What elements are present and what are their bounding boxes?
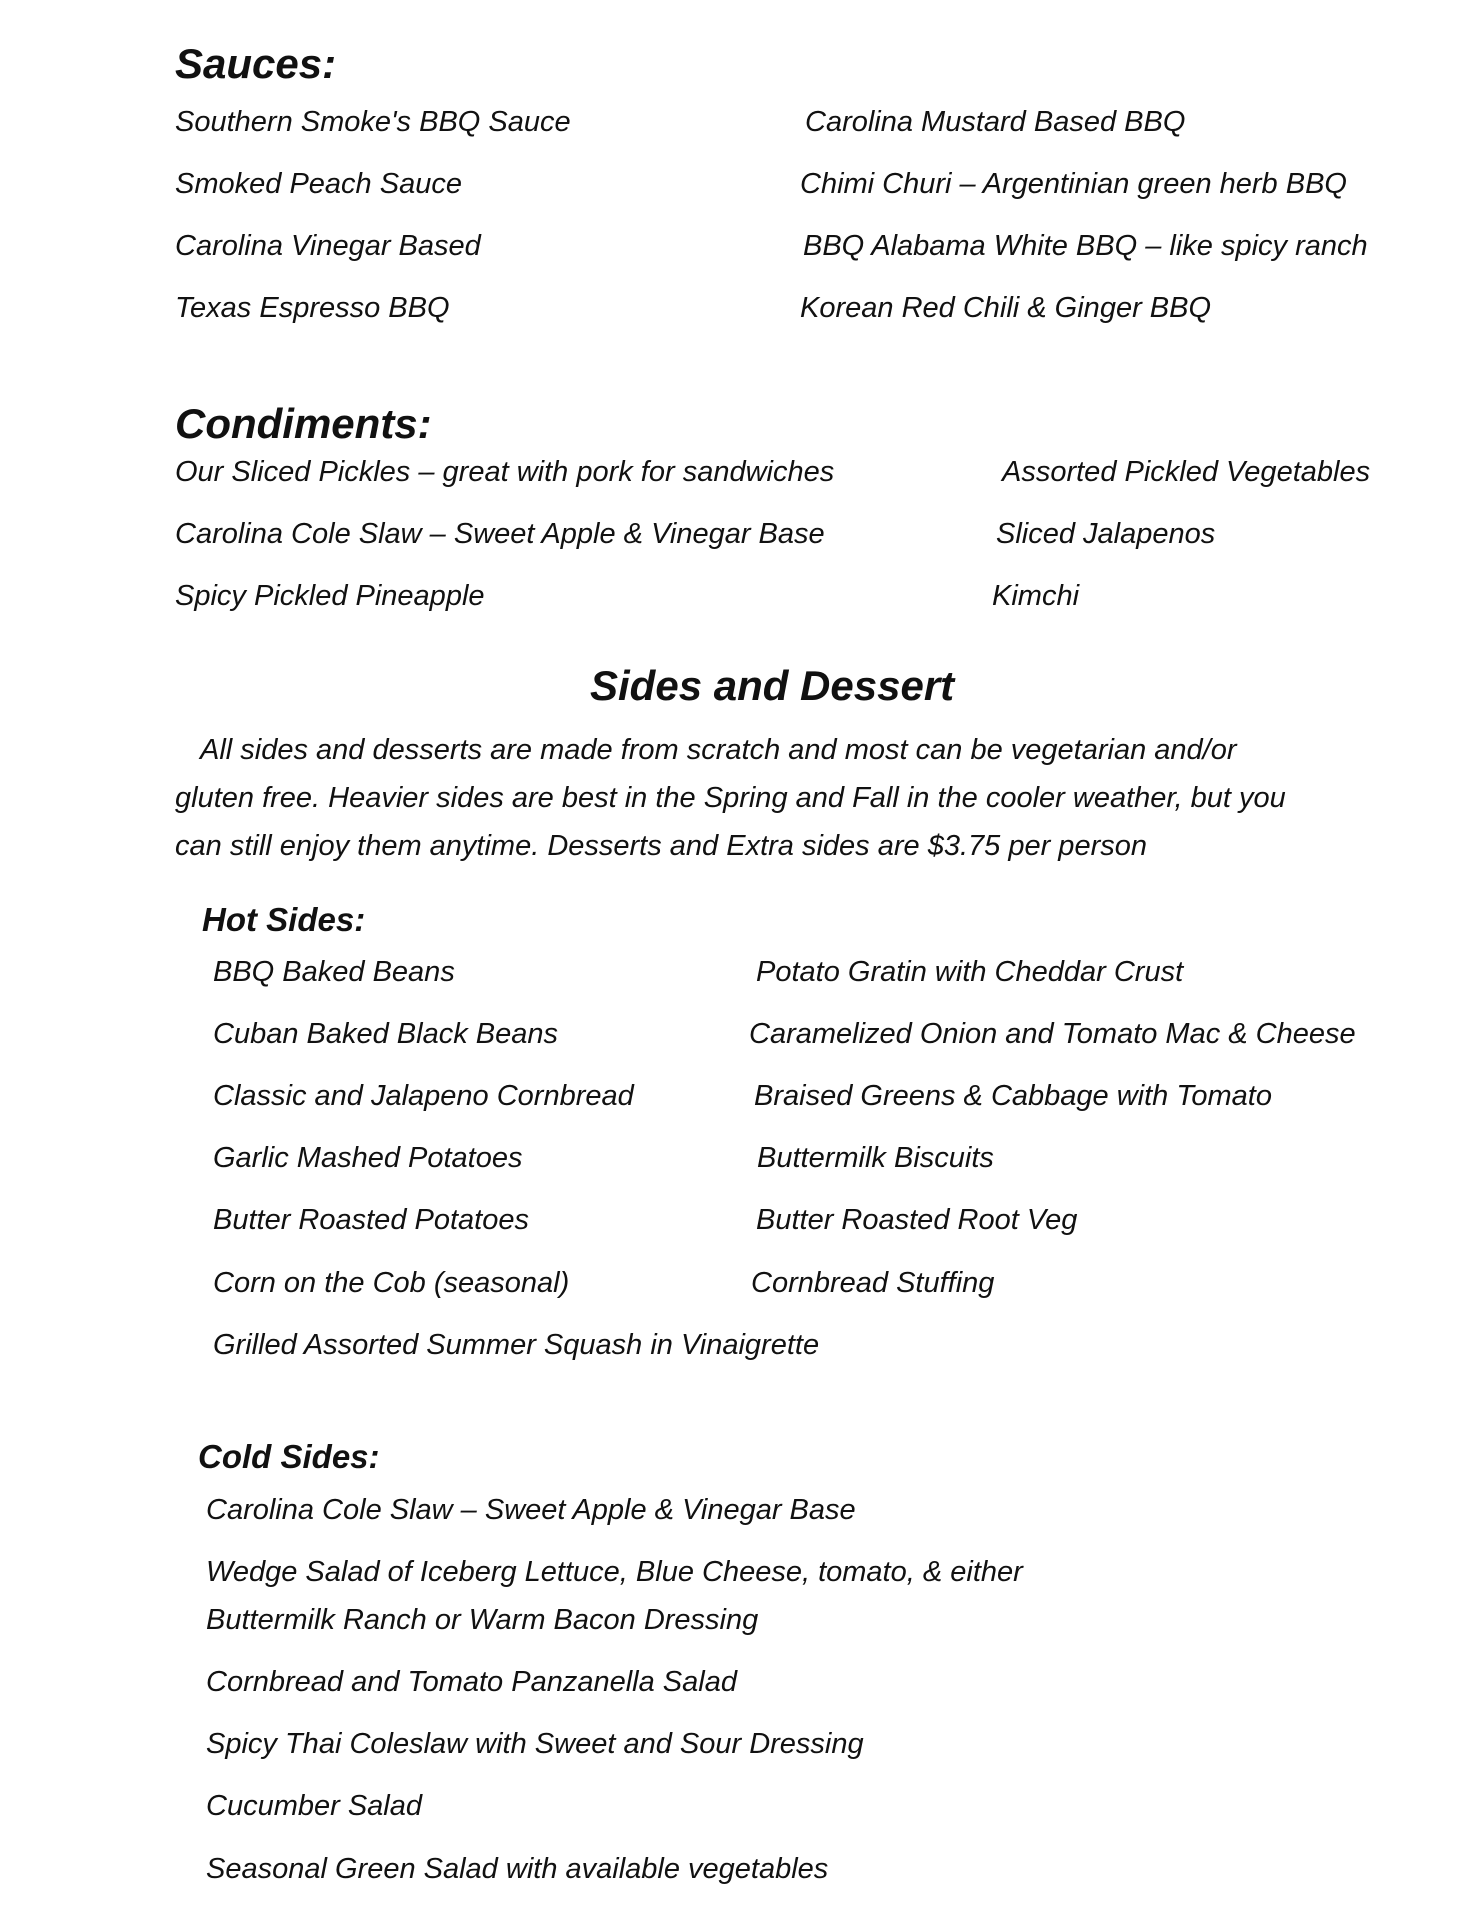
hot-side-item: Cornbread Stuffing xyxy=(751,1267,995,1299)
cold-side-item: Carolina Cole Slaw – Sweet Apple & Vinegar Base xyxy=(206,1494,856,1526)
condiment-item: Sliced Jalapenos xyxy=(996,518,1216,550)
hot-side-item: Potato Gratin with Cheddar Crust xyxy=(756,956,1184,988)
sauce-item: Carolina Mustard Based BBQ xyxy=(805,106,1186,138)
sauce-item: Chimi Churi – Argentinian green herb BBQ xyxy=(800,168,1347,200)
intro-line: All sides and desserts are made from scratch and most can be vegetarian and/or xyxy=(200,734,1237,766)
condiment-item: Our Sliced Pickles – great with pork for sandwiches xyxy=(175,456,835,488)
sauce-item: Smoked Peach Sauce xyxy=(175,168,462,200)
intro-line: gluten free. Heavier sides are best in the Spring and Fall in the cooler weather, but you xyxy=(175,782,1286,814)
intro-line: can still enjoy them anytime. Desserts and Extra sides are $3.75 per person xyxy=(175,830,1147,862)
hot-side-item: Braised Greens & Cabbage with Tomato xyxy=(754,1080,1272,1112)
hot-sides-heading: Hot Sides: xyxy=(202,901,366,938)
sauce-item: Korean Red Chili & Ginger BBQ xyxy=(800,292,1212,324)
cold-side-item: Buttermilk Ranch or Warm Bacon Dressing xyxy=(206,1604,759,1636)
hot-side-item: Butter Roasted Potatoes xyxy=(213,1204,529,1236)
cold-sides-heading: Cold Sides: xyxy=(198,1438,380,1475)
cold-side-item: Wedge Salad of Iceberg Lettuce, Blue Cheese, tomato, & either xyxy=(206,1556,1023,1588)
hot-side-item: BBQ Baked Beans xyxy=(213,956,455,988)
cold-side-item: Spicy Thai Coleslaw with Sweet and Sour Dressing xyxy=(206,1728,864,1760)
hot-side-item: Corn on the Cob (seasonal) xyxy=(213,1267,570,1299)
cold-side-item: Cucumber Salad xyxy=(206,1790,422,1822)
sauce-item: Southern Smoke's BBQ Sauce xyxy=(175,106,571,138)
hot-side-item: Buttermilk Biscuits xyxy=(757,1142,994,1174)
hot-side-item: Classic and Jalapeno Cornbread xyxy=(213,1080,634,1112)
hot-side-item: Butter Roasted Root Veg xyxy=(756,1204,1078,1236)
condiment-item: Assorted Pickled Vegetables xyxy=(1002,456,1371,488)
sauce-item: BBQ Alabama White BBQ – like spicy ranch xyxy=(803,230,1368,262)
cold-side-item: Seasonal Green Salad with available vegetables xyxy=(206,1853,829,1885)
cold-side-item: Cornbread and Tomato Panzanella Salad xyxy=(206,1666,737,1698)
hot-side-item: Caramelized Onion and Tomato Mac & Cheese xyxy=(749,1018,1356,1050)
sauce-item: Carolina Vinegar Based xyxy=(175,230,481,262)
sauces-heading: Sauces: xyxy=(175,40,337,87)
condiment-item: Carolina Cole Slaw – Sweet Apple & Vinegar Base xyxy=(175,518,825,550)
hot-side-item: Cuban Baked Black Beans xyxy=(213,1018,558,1050)
condiments-heading: Condiments: xyxy=(175,400,432,447)
condiment-item: Kimchi xyxy=(992,580,1080,612)
condiment-item: Spicy Pickled Pineapple xyxy=(175,580,485,612)
hot-side-item: Garlic Mashed Potatoes xyxy=(213,1142,523,1174)
sides-dessert-title: Sides and Dessert xyxy=(590,662,955,709)
hot-side-item: Grilled Assorted Summer Squash in Vinaigrette xyxy=(213,1329,820,1361)
sauce-item: Texas Espresso BBQ xyxy=(175,292,450,324)
